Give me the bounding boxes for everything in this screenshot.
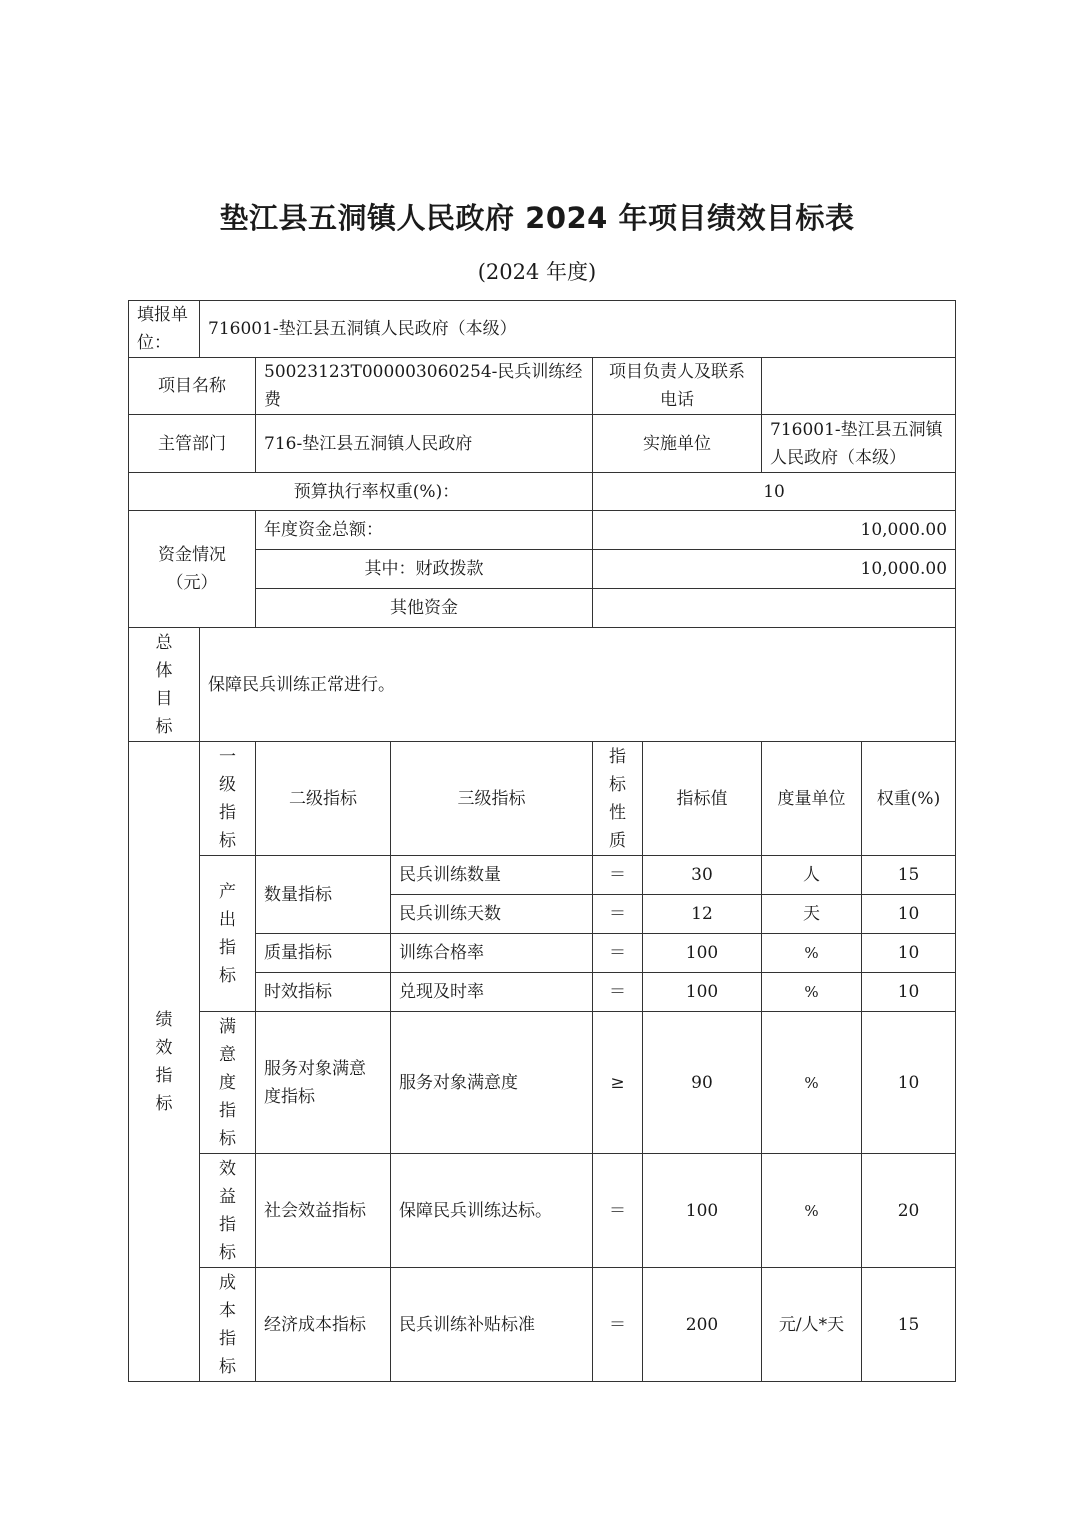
level3-cell: 训练合格率: [391, 934, 593, 973]
project-name-label: 项目名称: [129, 358, 256, 415]
level3-cell: 民兵训练天数: [391, 895, 593, 934]
page-subtitle: (2024 年度): [477, 260, 597, 284]
group-benefit: 效益指标: [200, 1154, 256, 1268]
owner-label: 项目负责人及联系电话: [593, 358, 762, 415]
funds-fiscal-value: 10,000.00: [593, 550, 956, 589]
unit-value: 716001-垫江县五洞镇人民政府（本级）: [200, 301, 956, 358]
dept-label: 主管部门: [129, 415, 256, 473]
nature-cell: ＝: [593, 973, 643, 1012]
nature-cell: ≥: [593, 1012, 643, 1154]
level3-cell: 兑现及时率: [391, 973, 593, 1012]
level3-cell: 民兵训练数量: [391, 856, 593, 895]
unit-cell: 人: [762, 856, 862, 895]
funds-fiscal-label: 其中：财政拨款: [256, 550, 593, 589]
impl-value: 716001-垫江县五洞镇人民政府（本级）: [762, 415, 956, 473]
level2-cell: 经济成本指标: [256, 1268, 391, 1382]
funds-other-label: 其他资金: [256, 589, 593, 628]
unit-cell: %: [762, 1012, 862, 1154]
level2-cell: 质量指标: [256, 934, 391, 973]
nature-cell: ＝: [593, 934, 643, 973]
header-level1: 一级指标: [200, 742, 256, 856]
funds-total-row: [129, 511, 956, 550]
table-row: [129, 1154, 956, 1268]
level2-cell: 服务对象满意度指标: [256, 1012, 391, 1154]
unit-cell: %: [762, 973, 862, 1012]
dept-value: 716-垫江县五洞镇人民政府: [256, 415, 593, 473]
goal-row: [129, 628, 956, 742]
goal-text: 保障民兵训练正常进行。: [200, 628, 956, 742]
value-cell: 200: [643, 1268, 762, 1382]
value-cell: 100: [643, 973, 762, 1012]
indicators-section-label: 绩效指标: [129, 742, 200, 1382]
funds-label: 资金情况（元）: [129, 511, 256, 628]
header-level2: 二级指标: [256, 742, 391, 856]
weight-cell: 10: [862, 934, 956, 973]
dept-row: [129, 415, 956, 473]
unit-cell: 元/人*天: [762, 1268, 862, 1382]
header-value: 指标值: [643, 742, 762, 856]
nature-cell: ＝: [593, 895, 643, 934]
weight-cell: 10: [862, 895, 956, 934]
value-cell: 90: [643, 1012, 762, 1154]
unit-label: 填报单位：: [129, 301, 200, 358]
owner-value: [762, 358, 956, 415]
header-unit: 度量单位: [762, 742, 862, 856]
table-row: [129, 856, 956, 895]
impl-label: 实施单位: [593, 415, 762, 473]
nature-cell: ＝: [593, 1154, 643, 1268]
indicator-header-row: [129, 742, 956, 856]
weight-cell: 15: [862, 1268, 956, 1382]
funds-total-label: 年度资金总额：: [256, 511, 593, 550]
unit-cell: %: [762, 1154, 862, 1268]
value-cell: 30: [643, 856, 762, 895]
header-level3: 三级指标: [391, 742, 593, 856]
page-title: 垫江县五洞镇人民政府 2024 年项目绩效目标表: [219, 201, 855, 235]
group-satisfaction: 满意度指标: [200, 1012, 256, 1154]
unit-cell: 天: [762, 895, 862, 934]
table-row: [129, 1012, 956, 1154]
value-cell: 12: [643, 895, 762, 934]
level2-cell: 时效指标: [256, 973, 391, 1012]
level2-cell: 数量指标: [256, 856, 391, 934]
level3-cell: 服务对象满意度: [391, 1012, 593, 1154]
header-weight: 权重(%): [862, 742, 956, 856]
funds-total-value: 10,000.00: [593, 511, 956, 550]
unit-cell: %: [762, 934, 862, 973]
weight-cell: 15: [862, 856, 956, 895]
level2-cell: 社会效益指标: [256, 1154, 391, 1268]
budget-rate-label: 预算执行率权重(%)：: [129, 473, 593, 511]
weight-cell: 10: [862, 1012, 956, 1154]
weight-cell: 20: [862, 1154, 956, 1268]
value-cell: 100: [643, 934, 762, 973]
budget-rate-row: [129, 473, 956, 511]
level3-cell: 保障民兵训练达标。: [391, 1154, 593, 1268]
header-nature: 指标性质: [593, 742, 643, 856]
goal-label: 总体目标: [129, 628, 200, 742]
group-cost: 成本指标: [200, 1268, 256, 1382]
nature-cell: ＝: [593, 856, 643, 895]
funds-other-value: [593, 589, 956, 628]
performance-table: [128, 300, 956, 1382]
unit-row: [129, 301, 956, 358]
table-row: [129, 1268, 956, 1382]
nature-cell: ＝: [593, 1268, 643, 1382]
group-output: 产出指标: [200, 856, 256, 1012]
project-row: [129, 358, 956, 415]
budget-rate-value: 10: [593, 473, 956, 511]
value-cell: 100: [643, 1154, 762, 1268]
weight-cell: 10: [862, 973, 956, 1012]
level3-cell: 民兵训练补贴标准: [391, 1268, 593, 1382]
project-name-value: 50023123T000003060254-民兵训练经费: [256, 358, 593, 415]
